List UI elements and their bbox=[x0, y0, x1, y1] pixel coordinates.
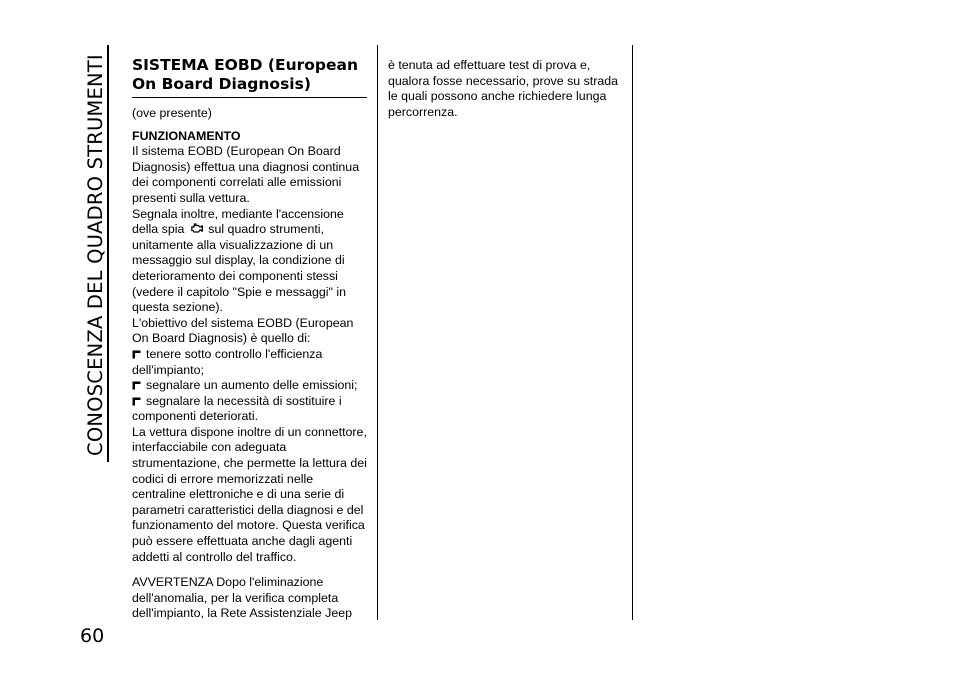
column-left bbox=[132, 56, 367, 622]
engine-warning-icon bbox=[190, 223, 203, 234]
paragraph-warning-light-after: sul quadro strumenti, unitamente alla visualizzazione di un messaggio sul display, la condizione di deterioramento dei componenti stessi (vedere il capitolo "Spie e messaggi" in questa sezione). bbox=[132, 222, 347, 315]
bullet-text: segnalare un aumento delle emissioni; bbox=[146, 378, 358, 393]
column-divider-right bbox=[632, 45, 633, 620]
bullet-item bbox=[132, 378, 367, 394]
column-divider-left bbox=[377, 45, 378, 620]
bullet-marker-icon bbox=[132, 379, 143, 388]
column-middle bbox=[388, 56, 623, 120]
warning-note-continued: è tenuta ad effettuare test di prova e, qualora fosse necessario, prove su strada le quali possono anche richiedere lunga percorrenza. bbox=[388, 58, 619, 119]
bullet-text: tenere sotto controllo l'efficienza dell'impianto; bbox=[132, 346, 323, 377]
paragraph-warning-light-before: Segnala inoltre, mediante l'accensione della spia bbox=[132, 206, 344, 237]
availability-note: (ove presente) bbox=[132, 106, 212, 120]
warning-note: AVVERTENZA Dopo l'eliminazione dell'anomalia, per la verifica completa dell'impianto, la Rete Assistenziale Jeep bbox=[132, 575, 353, 621]
paragraph-objective: L'obiettivo del sistema EOBD (European On Board Diagnosis) è quello di: bbox=[132, 315, 354, 346]
bullet-item bbox=[132, 347, 367, 378]
chapter-side-rule bbox=[107, 45, 109, 462]
bullet-item bbox=[132, 394, 367, 425]
subheading-funzionamento: FUNZIONAMENTO bbox=[132, 128, 241, 143]
paragraph-connector: La vettura dispone inoltre di un connettore, interfacciabile con adeguata strumentazione, che permette la lettura dei codici di errore memorizzati nelle centraline elettroniche e di una serie di parametri caratteristici della diagnosi e del funzionamento del motore. Questa verifica può essere effettuata anche dagli agenti addetti al controllo del traffico. bbox=[132, 424, 367, 564]
bullet-marker-icon bbox=[132, 395, 143, 404]
chapter-side-title: CONOSCENZA DEL QUADRO STRUMENTI bbox=[84, 54, 107, 456]
paragraph-intro: Il sistema EOBD (European On Board Diagnosis) effettua una diagnosi continua dei componenti correlati alle emissioni presenti sulla vettura. bbox=[132, 144, 360, 205]
paragraph-warning-light bbox=[132, 207, 367, 316]
bullet-marker-icon bbox=[132, 348, 143, 357]
section-title: SISTEMA EOBD (European On Board Diagnosis) bbox=[132, 56, 367, 98]
page-number: 60 bbox=[80, 625, 105, 647]
bullet-text: segnalare la necessità di sostituire i componenti deteriorati. bbox=[132, 393, 342, 424]
